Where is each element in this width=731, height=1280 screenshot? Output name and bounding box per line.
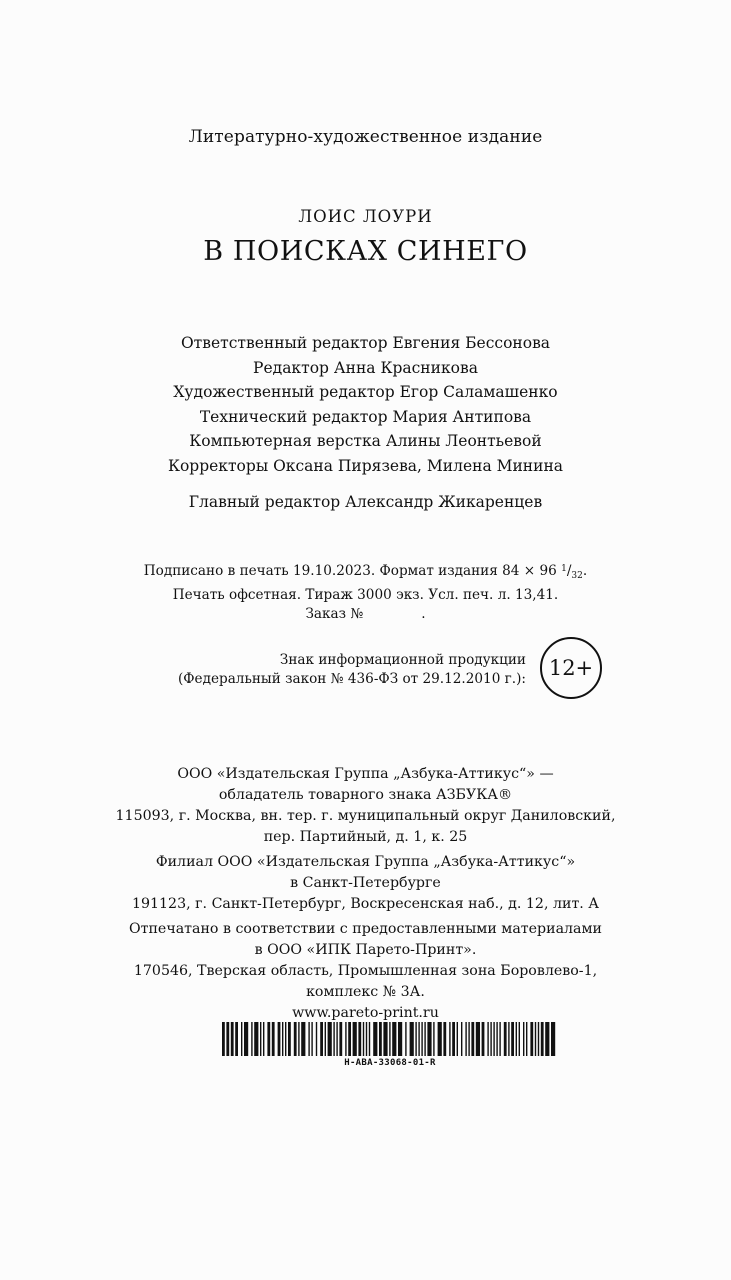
barcode-bar xyxy=(383,1022,387,1056)
barcode-bar xyxy=(443,1022,446,1056)
barcode-bar xyxy=(541,1022,544,1056)
age-rating-label xyxy=(120,651,526,689)
credit-line: Редактор Анна Красникова xyxy=(253,358,478,377)
barcode-bar xyxy=(530,1022,533,1056)
branch-line: Филиал ООО «Издательская Группа „Азбука-Аттикус“» xyxy=(155,854,576,870)
barcode-bar xyxy=(353,1022,357,1056)
printer-line: 170546, Тверская область, Промышленная зона Боровлево-1, xyxy=(133,963,598,979)
barcode-bar xyxy=(526,1022,527,1056)
barcode-bar xyxy=(241,1022,242,1056)
barcode-bar xyxy=(545,1022,549,1056)
barcode-bar xyxy=(282,1022,283,1056)
barcode-bar xyxy=(379,1022,382,1056)
barcode-bar xyxy=(278,1022,281,1056)
barcode-bar xyxy=(516,1022,517,1056)
credit-line: Художественный редактор Егор Саламашенко xyxy=(173,383,558,401)
barcode-bar xyxy=(333,1022,334,1056)
branch-line: в Санкт-Петербурге xyxy=(290,875,441,891)
barcode-bar xyxy=(405,1022,406,1056)
barcode-bar xyxy=(468,1022,469,1056)
print-run-line: Печать офсетная. Тираж 3000 экз. Усл. печ. л. 13,41. xyxy=(172,587,559,603)
barcode-bar xyxy=(260,1022,261,1056)
book-title: В ПОИСКАХ СИНЕГО xyxy=(203,236,528,267)
barcode-bar xyxy=(504,1022,507,1056)
barcode-bar xyxy=(392,1022,396,1056)
barcode-bar xyxy=(519,1022,520,1056)
format-line-end: . xyxy=(582,563,588,579)
credit-line: Корректоры Оксана Пирязева, Милена Минина xyxy=(167,456,564,475)
barcode-bar xyxy=(471,1022,474,1056)
order-label: Заказ № xyxy=(305,606,364,622)
age-label-line: (Федеральный закон № 436-ФЗ от 29.12.2010 г.): xyxy=(177,671,526,687)
barcode-bar xyxy=(316,1022,317,1056)
branch-line: 191123, г. Санкт-Петербург, Воскресенская наб., д. 12, лит. А xyxy=(131,896,600,912)
barcode-bar xyxy=(424,1022,425,1056)
age-rating-badge xyxy=(540,637,602,699)
barcode-bar xyxy=(244,1022,248,1056)
barcode-bar xyxy=(231,1022,234,1056)
barcode-bar xyxy=(452,1022,455,1056)
barcode-bar xyxy=(363,1022,364,1056)
fraction-numerator: 1 xyxy=(561,564,567,574)
author-name: ЛОИС ЛОУРИ xyxy=(298,207,433,226)
barcode-bar xyxy=(226,1022,229,1056)
print-format-line xyxy=(0,560,731,586)
chief-editor: Главный редактор Александр Жикаренцев xyxy=(188,493,543,511)
barcode-bar xyxy=(538,1022,539,1056)
printer-website: www.pareto-print.ru xyxy=(292,1005,439,1021)
barcode-bar xyxy=(222,1022,225,1056)
publisher-line: ООО «Издательская Группа „Азбука-Аттикус“» — xyxy=(177,766,554,782)
barcode-bar xyxy=(438,1022,442,1056)
credit-line: Ответственный редактор Евгения Бессонова xyxy=(180,334,551,352)
barcode xyxy=(220,1022,560,1077)
barcode-bar xyxy=(433,1022,434,1056)
fraction-denominator: 32 xyxy=(571,571,583,581)
barcode-bar xyxy=(325,1022,326,1056)
barcode-bar xyxy=(508,1022,509,1056)
barcode-bar xyxy=(339,1022,342,1056)
print-info xyxy=(0,560,731,624)
order-line xyxy=(0,605,731,624)
barcode-bar xyxy=(421,1022,422,1056)
barcode-bar xyxy=(298,1022,299,1056)
barcode-bar xyxy=(348,1022,351,1056)
barcode-bar xyxy=(336,1022,337,1056)
barcode-bar xyxy=(496,1022,497,1056)
barcode-bar xyxy=(418,1022,419,1056)
barcode-bar xyxy=(389,1022,390,1056)
credits-list xyxy=(0,331,731,478)
printer-line: Отпечатано в соответствии с предоставленными материалами xyxy=(128,921,603,937)
barcode-bar xyxy=(272,1022,275,1056)
barcode-bar xyxy=(345,1022,346,1056)
barcode-bar xyxy=(373,1022,377,1056)
barcode-bar xyxy=(535,1022,536,1056)
credit-line: Технический редактор Мария Антипова xyxy=(199,407,532,426)
barcode-bar xyxy=(523,1022,524,1056)
age-label-line: Знак информационной продукции xyxy=(279,652,526,668)
barcode-bar xyxy=(263,1022,264,1056)
barcode-bar xyxy=(482,1022,485,1056)
barcode-code: H-ABA-33068-01-R xyxy=(344,1058,436,1068)
barcode-bar xyxy=(415,1022,416,1056)
barcode-bar xyxy=(427,1022,431,1056)
barcode-bar xyxy=(301,1022,305,1056)
publisher-line: обладатель товарного знака АЗБУКА® xyxy=(218,787,513,803)
barcode-bar xyxy=(358,1022,361,1056)
barcode-bar xyxy=(308,1022,309,1056)
barcode-bar xyxy=(285,1022,286,1056)
publisher-line: 115093, г. Москва, вн. тер. г. муниципальный округ Даниловский, xyxy=(115,808,616,824)
barcode-bar xyxy=(320,1022,323,1056)
barcode-bar xyxy=(251,1022,252,1056)
publisher-line: пер. Партийный, д. 1, к. 25 xyxy=(263,829,468,845)
printer-line: в ООО «ИПК Парето-Принт». xyxy=(254,942,477,958)
barcode-bar xyxy=(288,1022,291,1056)
age-rating-value: 12+ xyxy=(548,656,594,680)
barcode-bar xyxy=(490,1022,491,1056)
barcode-bar xyxy=(476,1022,480,1056)
edition-type: Литературно-художественное издание xyxy=(188,127,543,147)
barcode-bars xyxy=(220,1022,560,1056)
publisher-info xyxy=(0,764,731,1024)
barcode-bar xyxy=(235,1022,238,1056)
barcode-bar xyxy=(410,1022,414,1056)
barcode-bar xyxy=(267,1022,270,1056)
barcode-bar xyxy=(449,1022,450,1056)
barcode-bar xyxy=(551,1022,555,1056)
barcode-bar xyxy=(366,1022,367,1056)
barcode-bar xyxy=(461,1022,462,1056)
printer-line: комплекс № 3А. xyxy=(306,984,425,1000)
order-line-end: . xyxy=(421,606,426,622)
barcode-bar xyxy=(294,1022,297,1056)
format-fraction xyxy=(561,563,583,579)
barcode-bar xyxy=(328,1022,332,1056)
barcode-bar xyxy=(465,1022,466,1056)
barcode-bar xyxy=(369,1022,370,1056)
barcode-bar xyxy=(487,1022,488,1056)
barcode-bar xyxy=(499,1022,500,1056)
barcode-bar xyxy=(311,1022,312,1056)
barcode-bar xyxy=(457,1022,458,1056)
print-signed-text: Подписано в печать 19.10.2023. Формат издания 84 × 96 xyxy=(143,563,562,579)
fraction-separator: / xyxy=(566,563,572,579)
barcode-bar xyxy=(398,1022,402,1056)
barcode-bar xyxy=(254,1022,258,1056)
credit-line: Компьютерная верстка Алины Леонтьевой xyxy=(189,432,542,450)
barcode-bar xyxy=(511,1022,514,1056)
barcode-bar xyxy=(493,1022,494,1056)
